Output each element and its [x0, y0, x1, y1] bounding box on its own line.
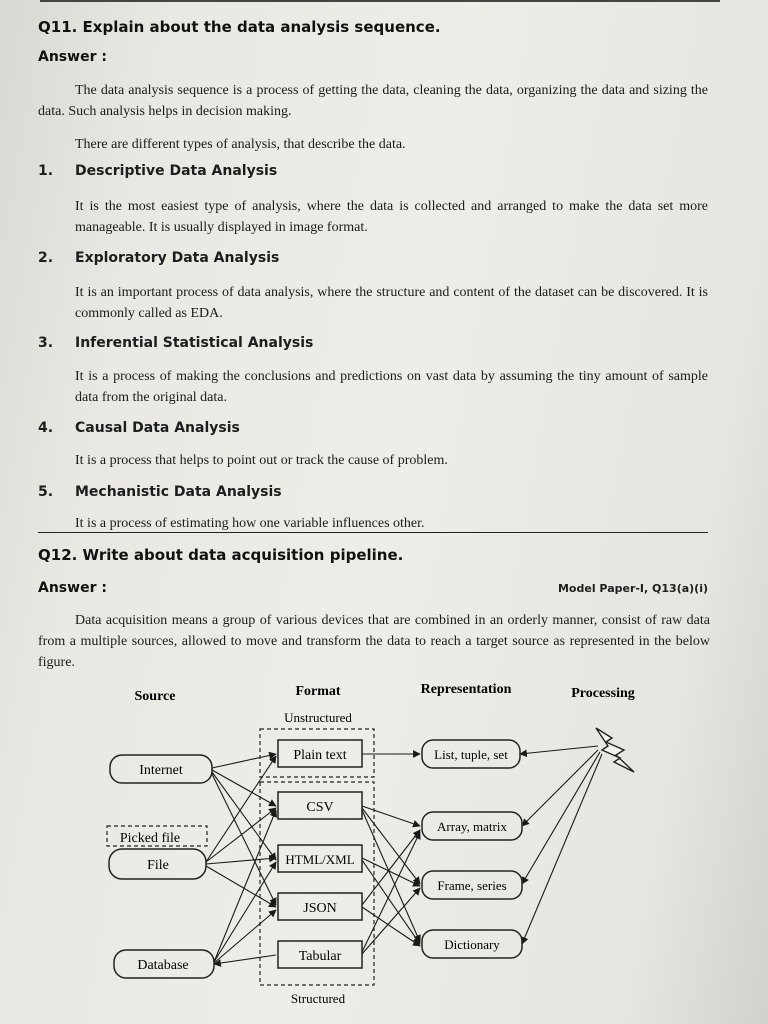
picked-file-label: Picked file — [119, 831, 181, 846]
item-4-text: It is a process that helps to point out or track the cause of problem. — [75, 453, 448, 468]
section-divider — [38, 532, 708, 533]
format-json — [278, 893, 362, 920]
item-1-text: It is the most easiest type of analysis, where the data is collected and arranged to make the data set more manageable. It is usually displayed in image format. — [75, 199, 708, 235]
top-rule — [40, 0, 720, 2]
format-csv — [278, 792, 362, 819]
representation-frame — [422, 871, 522, 899]
header-format: Format — [295, 684, 341, 699]
representation-list-label: List, tuple, set — [434, 747, 508, 762]
representation-array — [422, 812, 522, 840]
source-file-label: File — [147, 858, 169, 873]
source-database — [114, 950, 214, 978]
item-5-number: 5. — [38, 484, 54, 500]
q11-types-intro: There are different types of analysis, that describe the data. — [75, 137, 406, 152]
item-4-heading: Causal Data Analysis — [75, 420, 240, 436]
format-json-label: JSON — [303, 901, 337, 916]
item-3-heading: Inferential Statistical Analysis — [75, 335, 314, 351]
format-tabular — [278, 941, 362, 968]
item-3-text: It is a process of making the conclusions and predictions on vast data by assuming the tiny amount of sample data from the original data. — [75, 369, 708, 405]
header-processing: Processing — [571, 686, 635, 701]
q11-title: Q11. Explain about the data analysis sequence. — [38, 18, 441, 36]
q12-answer-label: Answer : — [38, 580, 107, 596]
item-2-number: 2. — [38, 250, 54, 266]
format-html-xml — [278, 845, 362, 872]
representation-list — [422, 740, 520, 768]
model-paper-reference: Model Paper-I, Q13(a)(i) — [557, 582, 708, 595]
source-internet-label: Internet — [139, 763, 183, 778]
q12-text: Data acquisition means a group of various devices that are combined in an orderly manner, consist of raw data from a multiple sources, allowed to move and transform the data to reach a target source as represented in the below figure. — [38, 613, 710, 670]
q11-intro: The data analysis sequence is a process of getting the data, cleaning the data, organizing the data and sizing the data. Such analysis helps in decision making. — [38, 83, 708, 119]
item-5-text: It is a process of estimating how one variable influences other. — [75, 516, 425, 531]
header-representation: Representation — [420, 682, 512, 697]
unstructured-group — [260, 729, 374, 777]
item-2-heading: Exploratory Data Analysis — [75, 250, 280, 266]
format-plain-text — [278, 740, 362, 767]
header-source: Source — [134, 689, 176, 704]
item-2-text: It is an important process of data analysis, where the structure and content of the dataset can be discovered. It is commonly called as EDA. — [75, 285, 708, 321]
item-5-heading: Mechanistic Data Analysis — [75, 484, 282, 500]
picked-file-group — [107, 826, 207, 846]
item-1-heading: Descriptive Data Analysis — [75, 163, 278, 179]
representation-dictionary-label: Dictionary — [444, 937, 500, 952]
representation-dictionary — [422, 930, 522, 958]
representation-frame-label: Frame, series — [437, 878, 507, 893]
source-file — [109, 849, 206, 879]
unstructured-label: Unstructured — [284, 710, 352, 725]
lightning-icon — [596, 728, 634, 772]
source-database-label: Database — [137, 958, 189, 973]
structured-label: Structured — [290, 991, 346, 1006]
format-csv-label: CSV — [306, 800, 334, 815]
format-tabular-label: Tabular — [298, 949, 342, 964]
format-html-xml-label: HTML/XML — [285, 852, 355, 867]
connection-lines — [206, 746, 602, 964]
format-plain-text-label: Plain text — [293, 748, 347, 763]
source-internet — [110, 755, 212, 783]
item-4-number: 4. — [38, 420, 54, 436]
structured-group — [260, 782, 374, 985]
representation-array-label: Array, matrix — [437, 819, 507, 834]
q12-title: Q12. Write about data acquisition pipeline. — [38, 546, 404, 564]
item-3-number: 3. — [38, 335, 54, 351]
q11-answer-label: Answer : — [38, 49, 107, 65]
item-1-number: 1. — [38, 163, 54, 179]
